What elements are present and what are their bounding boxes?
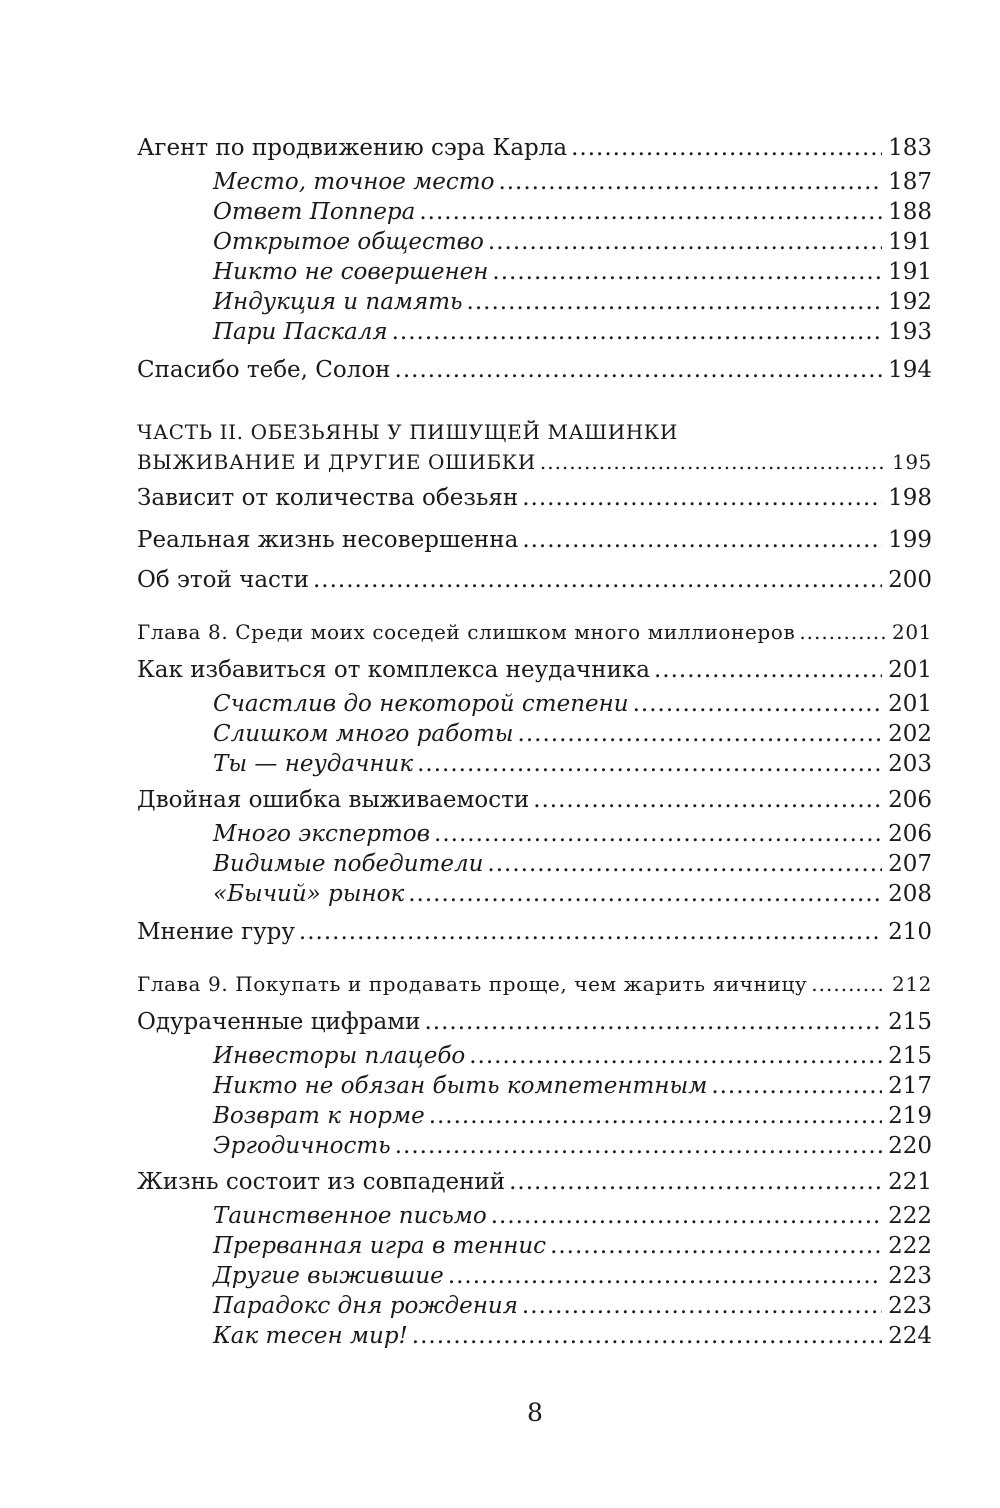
toc-entry-title: Как избавиться от комплекса неудачника	[137, 657, 650, 683]
toc-entry-page: 224	[888, 1323, 932, 1349]
toc-subentry	[0, 1318, 1000, 1354]
toc-entry-title: Ты — неудачник	[213, 751, 414, 777]
toc-entry-page: 210	[888, 919, 932, 945]
toc-entry-page: 201	[888, 657, 932, 683]
toc-entry-title: Никто не совершенен	[213, 259, 489, 285]
toc-entry-page: 187	[888, 169, 932, 195]
toc-subentry	[0, 876, 1000, 912]
toc-entry-title: Одураченные цифрами	[137, 1009, 421, 1035]
leader-dots	[522, 522, 882, 558]
part-heading	[0, 444, 1000, 480]
toc-entry-page: 206	[888, 787, 932, 813]
chapter-title: Глава 9. Покупать и продавать проще, чем жарить яичницу	[137, 972, 808, 996]
toc-entry-page: 183	[888, 135, 932, 161]
leader-dots	[571, 130, 882, 166]
toc-entry-title: Жизнь состоит из совпадений	[137, 1169, 506, 1195]
toc-entry-title: Мнение гуру	[137, 919, 295, 945]
leader-dots	[417, 746, 882, 782]
part-heading-line2: ВЫЖИВАНИЕ И ДРУГИЕ ОШИБКИ	[137, 450, 536, 474]
part-heading-line1: ЧАСТЬ II. ОБЕЗЬЯНЫ У ПИШУЩЕЙ МАШИНКИ	[137, 420, 678, 444]
toc-entry-title: Другие выжившие	[213, 1263, 444, 1289]
toc-entry	[0, 522, 1000, 558]
toc-entry-page: 217	[888, 1073, 932, 1099]
chapter-title: Глава 8. Среди моих соседей слишком много миллионеров	[137, 620, 796, 644]
toc-entry-title: Место, точное место	[213, 169, 495, 195]
toc-entry-page: 193	[888, 319, 932, 345]
toc-entry-page: 198	[888, 485, 932, 511]
toc-entry-title: Зависит от количества обезьян	[137, 485, 519, 511]
toc-entry	[0, 562, 1000, 598]
toc-entry-page: 223	[888, 1293, 932, 1319]
leader-dots	[799, 614, 886, 650]
toc-subentry	[0, 1128, 1000, 1164]
toc-subentry	[0, 746, 1000, 782]
page-number: 8	[527, 1398, 543, 1427]
toc-entry	[0, 652, 1000, 688]
toc-entry-title: Много экспертов	[213, 821, 431, 847]
toc-entry-title: Агент по продвижению сэра Карла	[137, 135, 568, 161]
toc-entry	[0, 782, 1000, 818]
toc-entry-page: 222	[888, 1203, 932, 1229]
toc-entry-title: Пари Паскаля	[213, 319, 388, 345]
toc-entry-title: Ответ Поппера	[213, 199, 416, 225]
toc-entry-title: Об этой части	[137, 567, 309, 593]
toc-entry-page: 188	[888, 199, 932, 225]
toc-entry-page: 192	[888, 289, 932, 315]
leader-dots	[811, 966, 886, 1002]
toc-entry-title: Счастлив до некоторой степени	[213, 691, 629, 717]
toc-entry	[0, 914, 1000, 950]
toc-entry-title: Спасибо тебе, Солон	[137, 357, 391, 383]
toc-entry-title: Видимые победители	[213, 851, 484, 877]
toc-entry-page: 215	[888, 1009, 932, 1035]
leader-dots	[313, 562, 882, 598]
toc-entry-page: 203	[888, 751, 932, 777]
leader-dots	[392, 314, 883, 350]
leader-dots	[533, 782, 882, 818]
toc-subentry	[0, 314, 1000, 350]
toc-entry-page: 221	[888, 1169, 932, 1195]
leader-dots	[509, 1164, 882, 1200]
toc-entry-page: 222	[888, 1233, 932, 1259]
toc-entry-page: 207	[888, 851, 932, 877]
toc-entry-title: Возврат к норме	[213, 1103, 425, 1129]
toc-entry-page: 220	[888, 1133, 932, 1159]
toc-entry-page: 223	[888, 1263, 932, 1289]
toc-entry-page: 191	[888, 229, 932, 255]
toc-entry-page: 199	[888, 527, 932, 553]
toc-entry	[0, 130, 1000, 166]
chapter-heading	[0, 614, 1000, 650]
toc-entry-page: 201	[888, 691, 932, 717]
toc-entry-page: 200	[888, 567, 932, 593]
toc-entry	[0, 1004, 1000, 1040]
toc-entry-title: Эргодичность	[213, 1133, 391, 1159]
toc-entry-title: Парадокс дня рождения	[213, 1293, 518, 1319]
leader-dots	[299, 914, 882, 950]
toc-entry-title: Слишком много работы	[213, 721, 514, 747]
leader-dots	[522, 480, 882, 516]
toc-entry-title: Инвесторы плацебо	[213, 1043, 466, 1069]
toc-entry-page: 191	[888, 259, 932, 285]
toc-entry-page: 206	[888, 821, 932, 847]
leader-dots	[540, 444, 886, 480]
toc-entry	[0, 352, 1000, 388]
toc-entry-title: «Бычий» рынок	[213, 881, 405, 907]
toc-entry-title: Реальная жизнь несовершенна	[137, 527, 519, 553]
leader-dots	[408, 876, 882, 912]
toc-entry-page: 219	[888, 1103, 932, 1129]
toc-entry-page: 202	[888, 721, 932, 747]
leader-dots	[395, 352, 883, 388]
toc-entry-page: 201	[892, 620, 932, 644]
toc-entry-title: Никто не обязан быть компетентным	[213, 1073, 708, 1099]
toc-entry-page: 208	[888, 881, 932, 907]
toc-entry-page: 212	[892, 972, 932, 996]
leader-dots	[395, 1128, 882, 1164]
toc-entry-page: 195	[892, 450, 932, 474]
toc-entry	[0, 1164, 1000, 1200]
leader-dots	[654, 652, 882, 688]
toc-entry-page: 215	[888, 1043, 932, 1069]
toc-entry-title: Открытое общество	[213, 229, 484, 255]
toc-entry	[0, 480, 1000, 516]
toc-entry-title: Как тесен мир!	[213, 1323, 408, 1349]
toc-entry-title: Прерванная игра в теннис	[213, 1233, 547, 1259]
leader-dots	[412, 1318, 882, 1354]
leader-dots	[424, 1004, 882, 1040]
toc-entry-title: Индукция и память	[213, 289, 463, 315]
chapter-heading	[0, 966, 1000, 1002]
toc-entry-title: Таинственное письмо	[213, 1203, 487, 1229]
toc-entry-title: Двойная ошибка выживаемости	[137, 787, 530, 813]
toc-entry-page: 194	[888, 357, 932, 383]
